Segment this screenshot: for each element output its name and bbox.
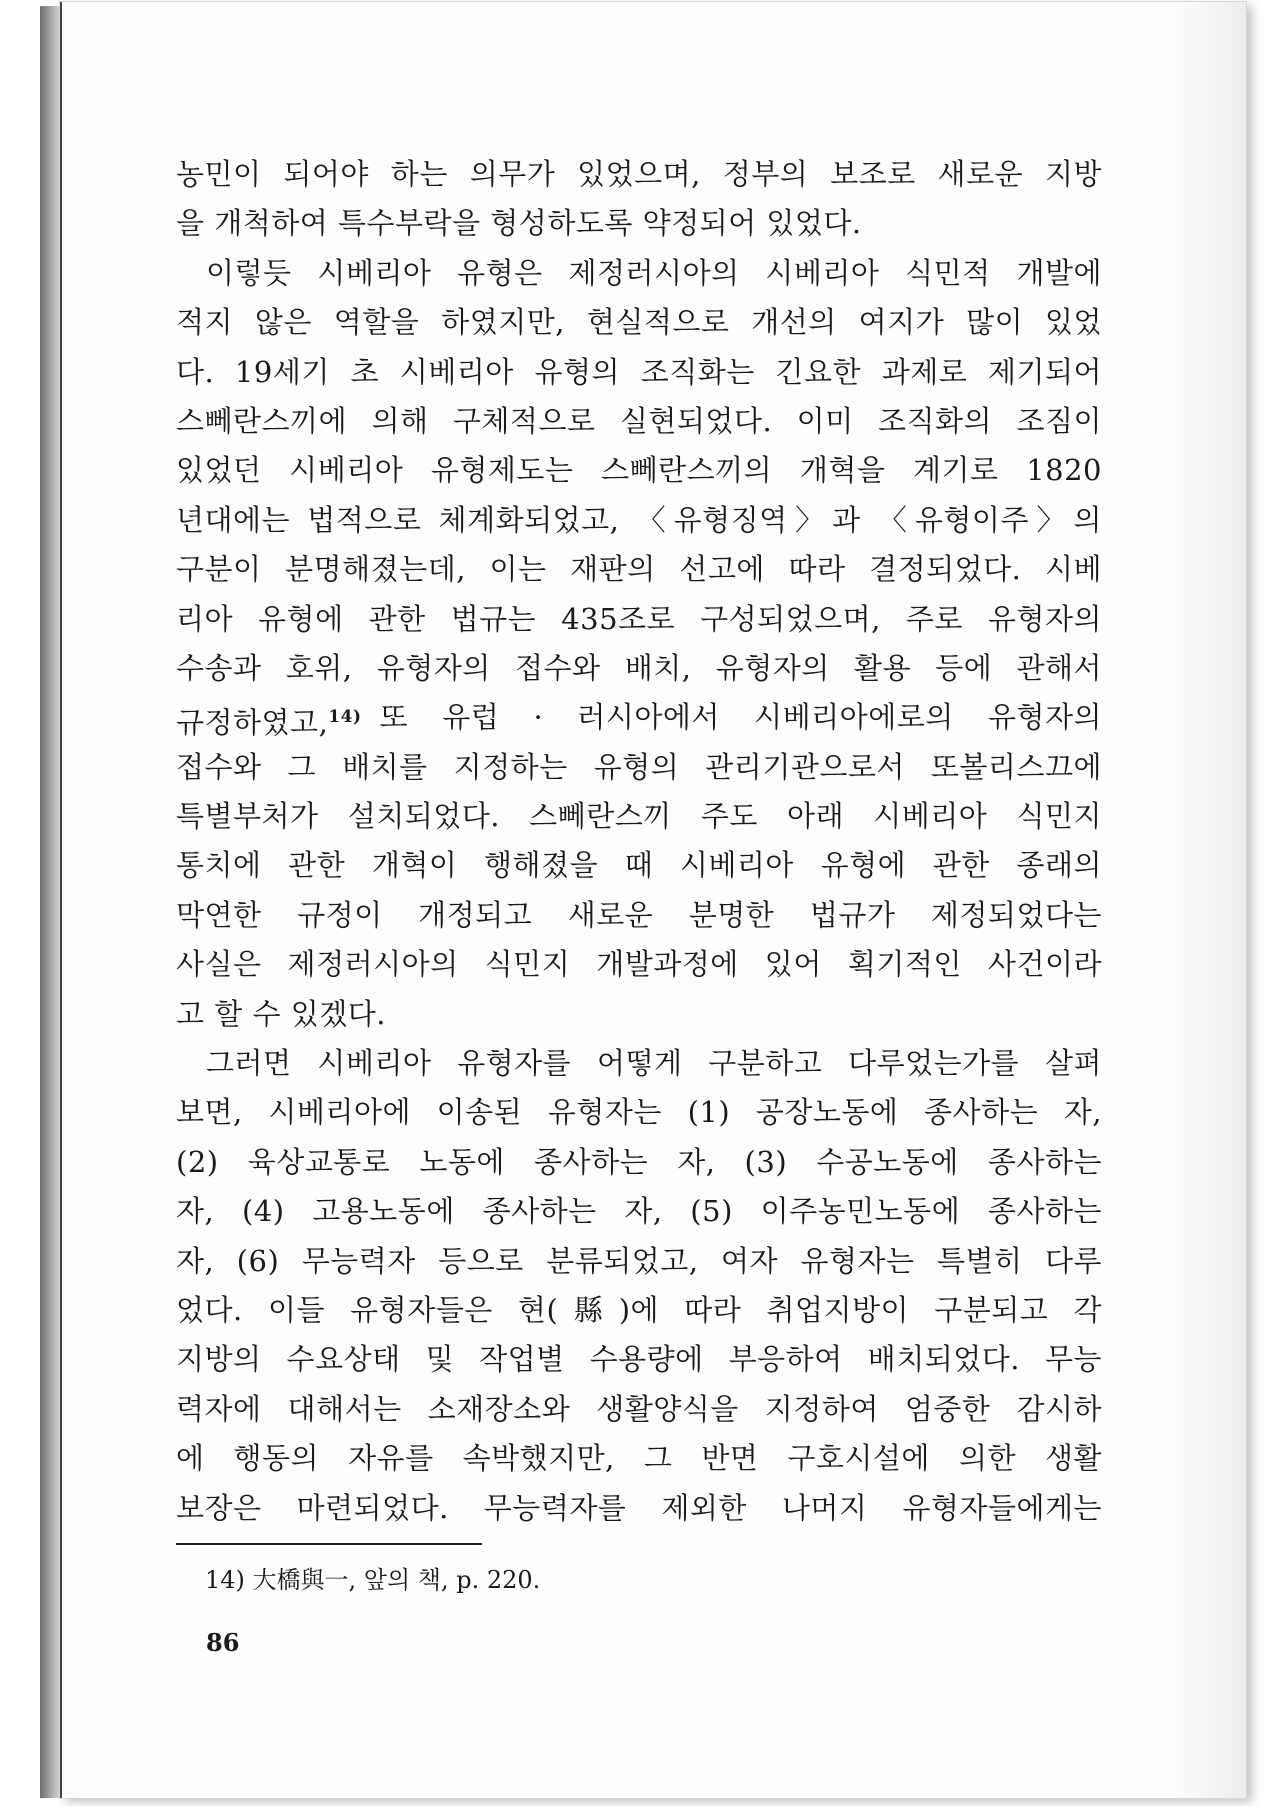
text-line: 에 행동의 자유를 속박했지만, 그 반면 구호시설에 의한 생활 <box>176 1441 1102 1476</box>
text-segment: 또 유럽 · 러시아에서 시베리아에로의 유형자의 <box>379 700 1102 735</box>
text-line: 농민이 되어야 하는 의무가 있었으며, 정부의 보조로 새로운 지방 <box>176 157 1102 191</box>
text-line: 통치에 관한 개혁이 행해졌을 때 시베리아 유형에 관한 종래의 <box>176 848 1102 883</box>
text-line: 리아 유형에 관한 법규는 435조로 구성되었으며, 주로 유형자의 <box>176 601 1102 636</box>
text-line: 수송과 호위, 유형자의 접수와 배치, 유형자의 활용 등에 관해서 <box>176 650 1102 685</box>
text-line: 자, (4) 고용노동에 종사하는 자, (5) 이주농민노동에 종사하는 <box>176 1194 1102 1229</box>
text-line: 력자에 대해서는 소재장소와 생활양식을 지정하여 엄중한 감시하 <box>176 1391 1102 1426</box>
text-line: 고 할 수 있겠다. <box>176 996 386 1031</box>
text-line: 스뻬란스끼에 의해 구체적으로 실현되었다. 이미 조직화의 조짐이 <box>176 403 1102 438</box>
page-number: 86 <box>206 1628 240 1657</box>
text-line: 보장은 마련되었다. 무능력자를 제외한 나머지 유형자들에게는 <box>176 1490 1102 1525</box>
text-line: 막연한 규정이 개정되고 새로운 분명한 법규가 제정되었다는 <box>176 897 1102 932</box>
text-line: 그러면 시베리아 유형자를 어떻게 구분하고 다루었는가를 살펴 <box>206 1046 1102 1081</box>
text-line: 특별부처가 설치되었다. 스뻬란스끼 주도 아래 시베리아 식민지 <box>176 799 1102 834</box>
text-line: 있었던 시베리아 유형제도는 스뻬란스끼의 개혁을 계기로 1820 <box>176 453 1102 488</box>
text-line: 구분이 분명해졌는데, 이는 재판의 선고에 따라 결정되었다. 시베 <box>176 552 1102 587</box>
text-line: 자, (6) 무능력자 등으로 분류되었고, 여자 유형자는 특별히 다루 <box>176 1243 1102 1278</box>
text-line: 접수와 그 배치를 지정하는 유형의 관리기관으로서 또볼리스끄에 <box>176 749 1102 784</box>
text-line: 다. 19세기 초 시베리아 유형의 조직화는 긴요한 과제로 제기되어 <box>176 354 1102 389</box>
text-line: 보면, 시베리아에 이송된 유형자는 (1) 공장노동에 종사하는 자, <box>176 1095 1102 1130</box>
text-line: 적지 않은 역할을 하였지만, 현실적으로 개선의 여지가 많이 있었 <box>176 305 1102 340</box>
footnote-reference: 14) <box>328 707 362 728</box>
text-line: 년대에는 법적으로 체계화되었고, 〈유형징역〉과 〈유형이주〉의 <box>176 502 1102 537</box>
text-segment: 규정하였고, <box>176 705 329 740</box>
text-line: 을 개척하여 특수부락을 형성하도록 약정되어 있었다. <box>176 206 862 241</box>
footnote-divider <box>176 1543 482 1545</box>
text-line: 었다. 이들 유형자들은 현(縣)에 따라 취업지방이 구분되고 각 <box>176 1292 1102 1327</box>
text-line: 이렇듯 시베리아 유형은 제정러시아의 시베리아 식민적 개발에 <box>206 255 1102 290</box>
body-text <box>176 150 1102 1533</box>
text-line-with-footnote <box>176 693 1102 742</box>
text-line: 지방의 수요상태 및 작업별 수용량에 부응하여 배치되었다. 무능 <box>176 1342 1102 1377</box>
page-edge-shadow <box>1176 2 1246 1798</box>
text-line: (2) 육상교통로 노동에 종사하는 자, (3) 수공노동에 종사하는 <box>176 1144 1102 1179</box>
text-line: 사실은 제정러시아의 식민지 개발과정에 있어 획기적인 사건이라 <box>176 947 1102 982</box>
footnote: 14) 大橋與一, 앞의 책, p. 220. <box>205 1566 541 1594</box>
